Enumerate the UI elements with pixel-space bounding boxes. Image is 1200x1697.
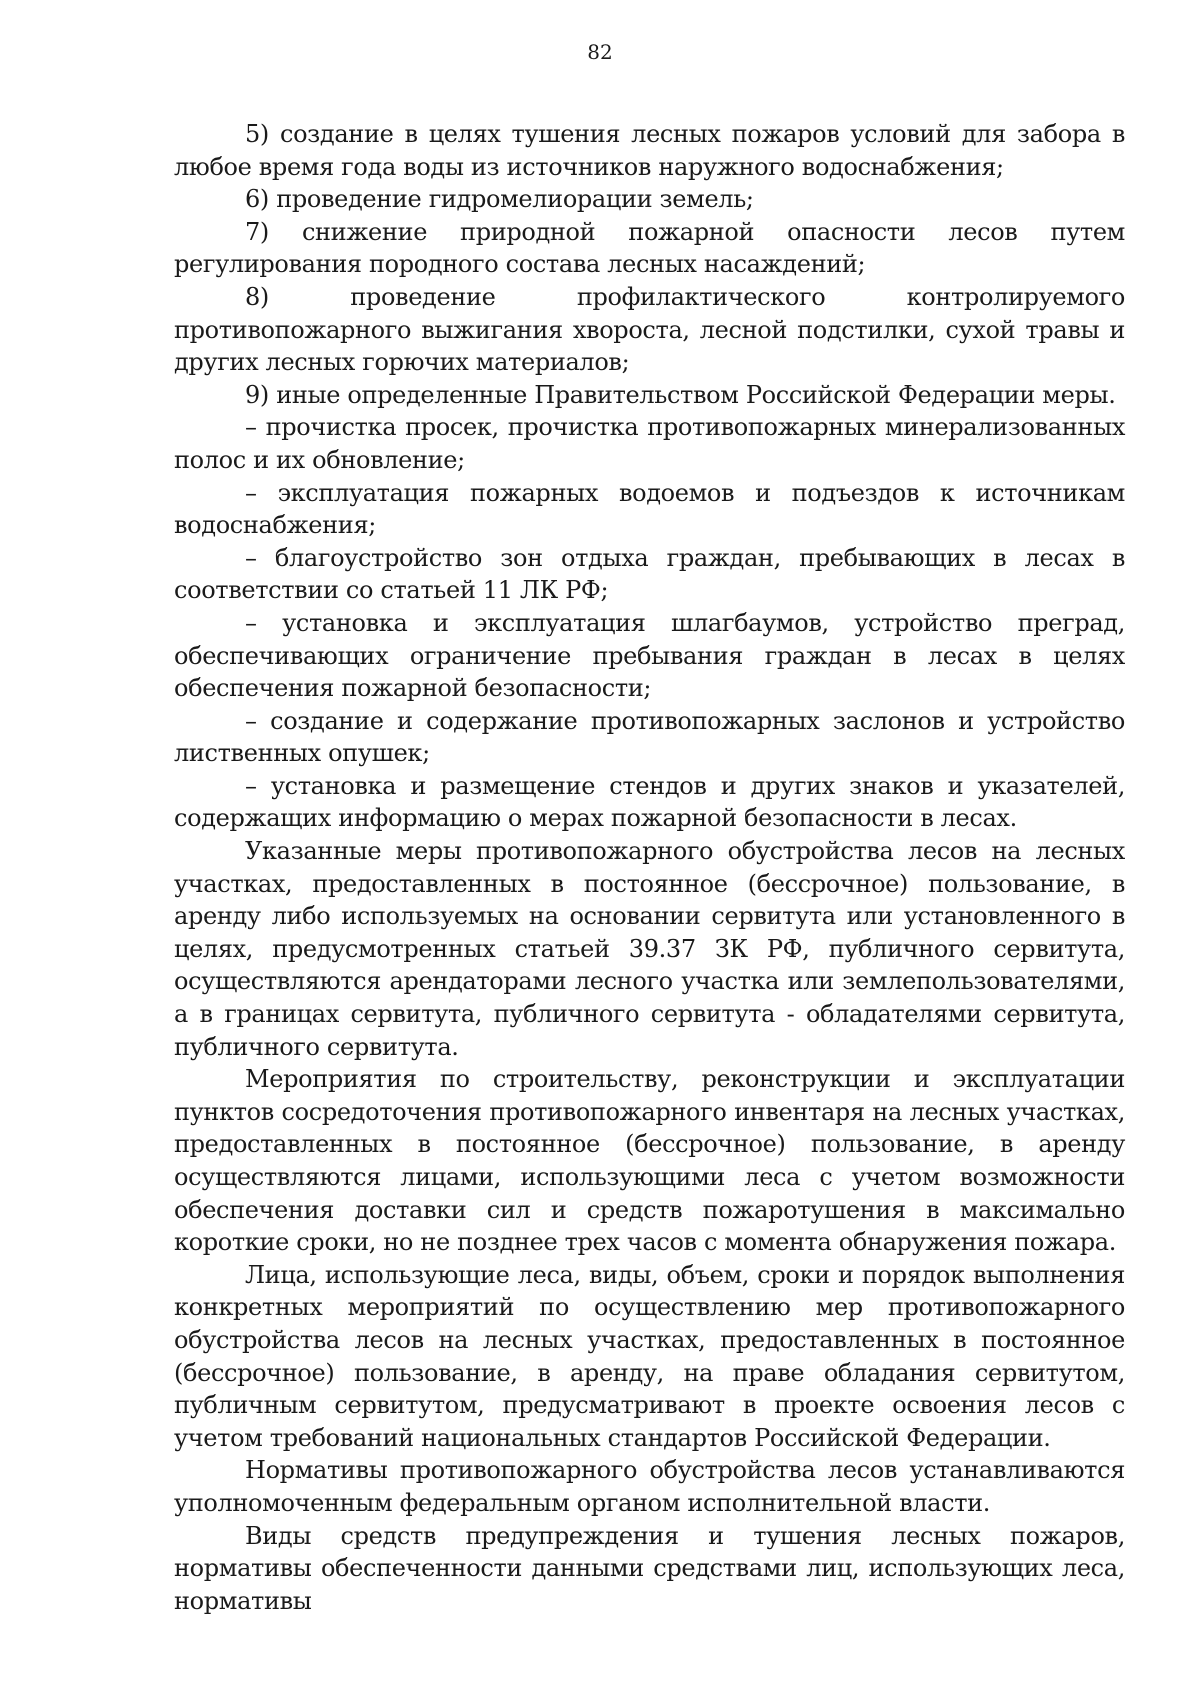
paragraph-item-7: 7) снижение природной пожарной опасности лесов путем регулирования породного состава лесных насаждений; [174, 217, 1125, 279]
paragraph-measures-executors: Указанные меры противопожарного обустройства лесов на лесных участках, предоставленных в постоянное (бессрочное) пользование, в аренду либо используемых на основании сервитута или установленного в целях, предусмотренных статьей 39.37 ЗК РФ, публичного сервитута, осуществляются арендаторами лесного участка или землепользователями, а в границах сервитута, публичного сервитута - обладателями сервитута, публичного сервитута. [174, 837, 1125, 1061]
paragraph-means-types: Виды средств предупреждения и тушения лесных пожаров, нормативы обеспеченности данными средствами лиц, использующих леса, нормативы [174, 1521, 1125, 1615]
paragraph-item-5: 5) создание в целях тушения лесных пожаров условий для забора в любое время года воды из источников наружного водоснабжения; [174, 120, 1125, 181]
paragraph-standards: Нормативы противопожарного обустройства лесов устанавливаются уполномоченным федеральным органом исполнительной власти. [174, 1456, 1125, 1517]
paragraph-equipment-points: Мероприятия по строительству, реконструкции и эксплуатации пунктов сосредоточения противопожарного инвентаря на лесных участках, предоставленных в постоянное (бессрочное) пользование, в аренду осуществляются лицами, использующими леса с учетом возможности обеспечения доставки сил и средств пожаротушения в максимально короткие сроки, но не позднее трех часов с момента обнаружения пожара. [174, 1065, 1125, 1257]
paragraph-forest-users: Лица, использующие леса, виды, объем, сроки и порядок выполнения конкретных мероприятий по осуществлению мер противопожарного обустройства лесов на лесных участках, предоставленных в постоянное (бессрочное) пользование, в аренду, на праве обладания сервитутом, публичным сервитутом, предусматривают в проекте освоения лесов с учетом требований национальных стандартов Российской Федерации. [174, 1260, 1125, 1452]
paragraph-dash-barriers: – установка и эксплуатация шлагбаумов, устройство преград, обеспечивающих ограничение пребывания граждан в лесах в целях обеспечения пожарной безопасности; [174, 608, 1125, 703]
document-body [174, 118, 1125, 1617]
paragraph-dash-clearing: – прочистка просек, прочистка противопожарных минерализованных полос и их обновление; [174, 413, 1125, 474]
paragraph-dash-firebreaks: – создание и содержание противопожарных заслонов и устройство лиственных опушек; [174, 706, 1125, 768]
paragraph-item-9: 9) иные определенные Правительством Российской Федерации меры. [245, 380, 1116, 409]
paragraph-dash-signs: – установка и размещение стендов и других знаков и указателей, содержащих информацию о мерах пожарной безопасности в лесах. [174, 771, 1125, 833]
paragraph-item-8: 8) проведение профилактического контролируемого противопожарного выжигания хвороста, лесной подстилки, сухой травы и других лесных горючих материалов; [174, 282, 1125, 377]
paragraph-dash-recreation-zones: – благоустройство зон отдыха граждан, пребывающих в лесах в соответствии со статьей 11 ЛК РФ; [174, 543, 1125, 605]
paragraph-item-6: 6) проведение гидромелиорации земель; [245, 185, 754, 214]
paragraph-dash-water-sources: – эксплуатация пожарных водоемов и подъездов к источникам водоснабжения; [174, 478, 1125, 540]
page-number: 82 [587, 40, 613, 64]
